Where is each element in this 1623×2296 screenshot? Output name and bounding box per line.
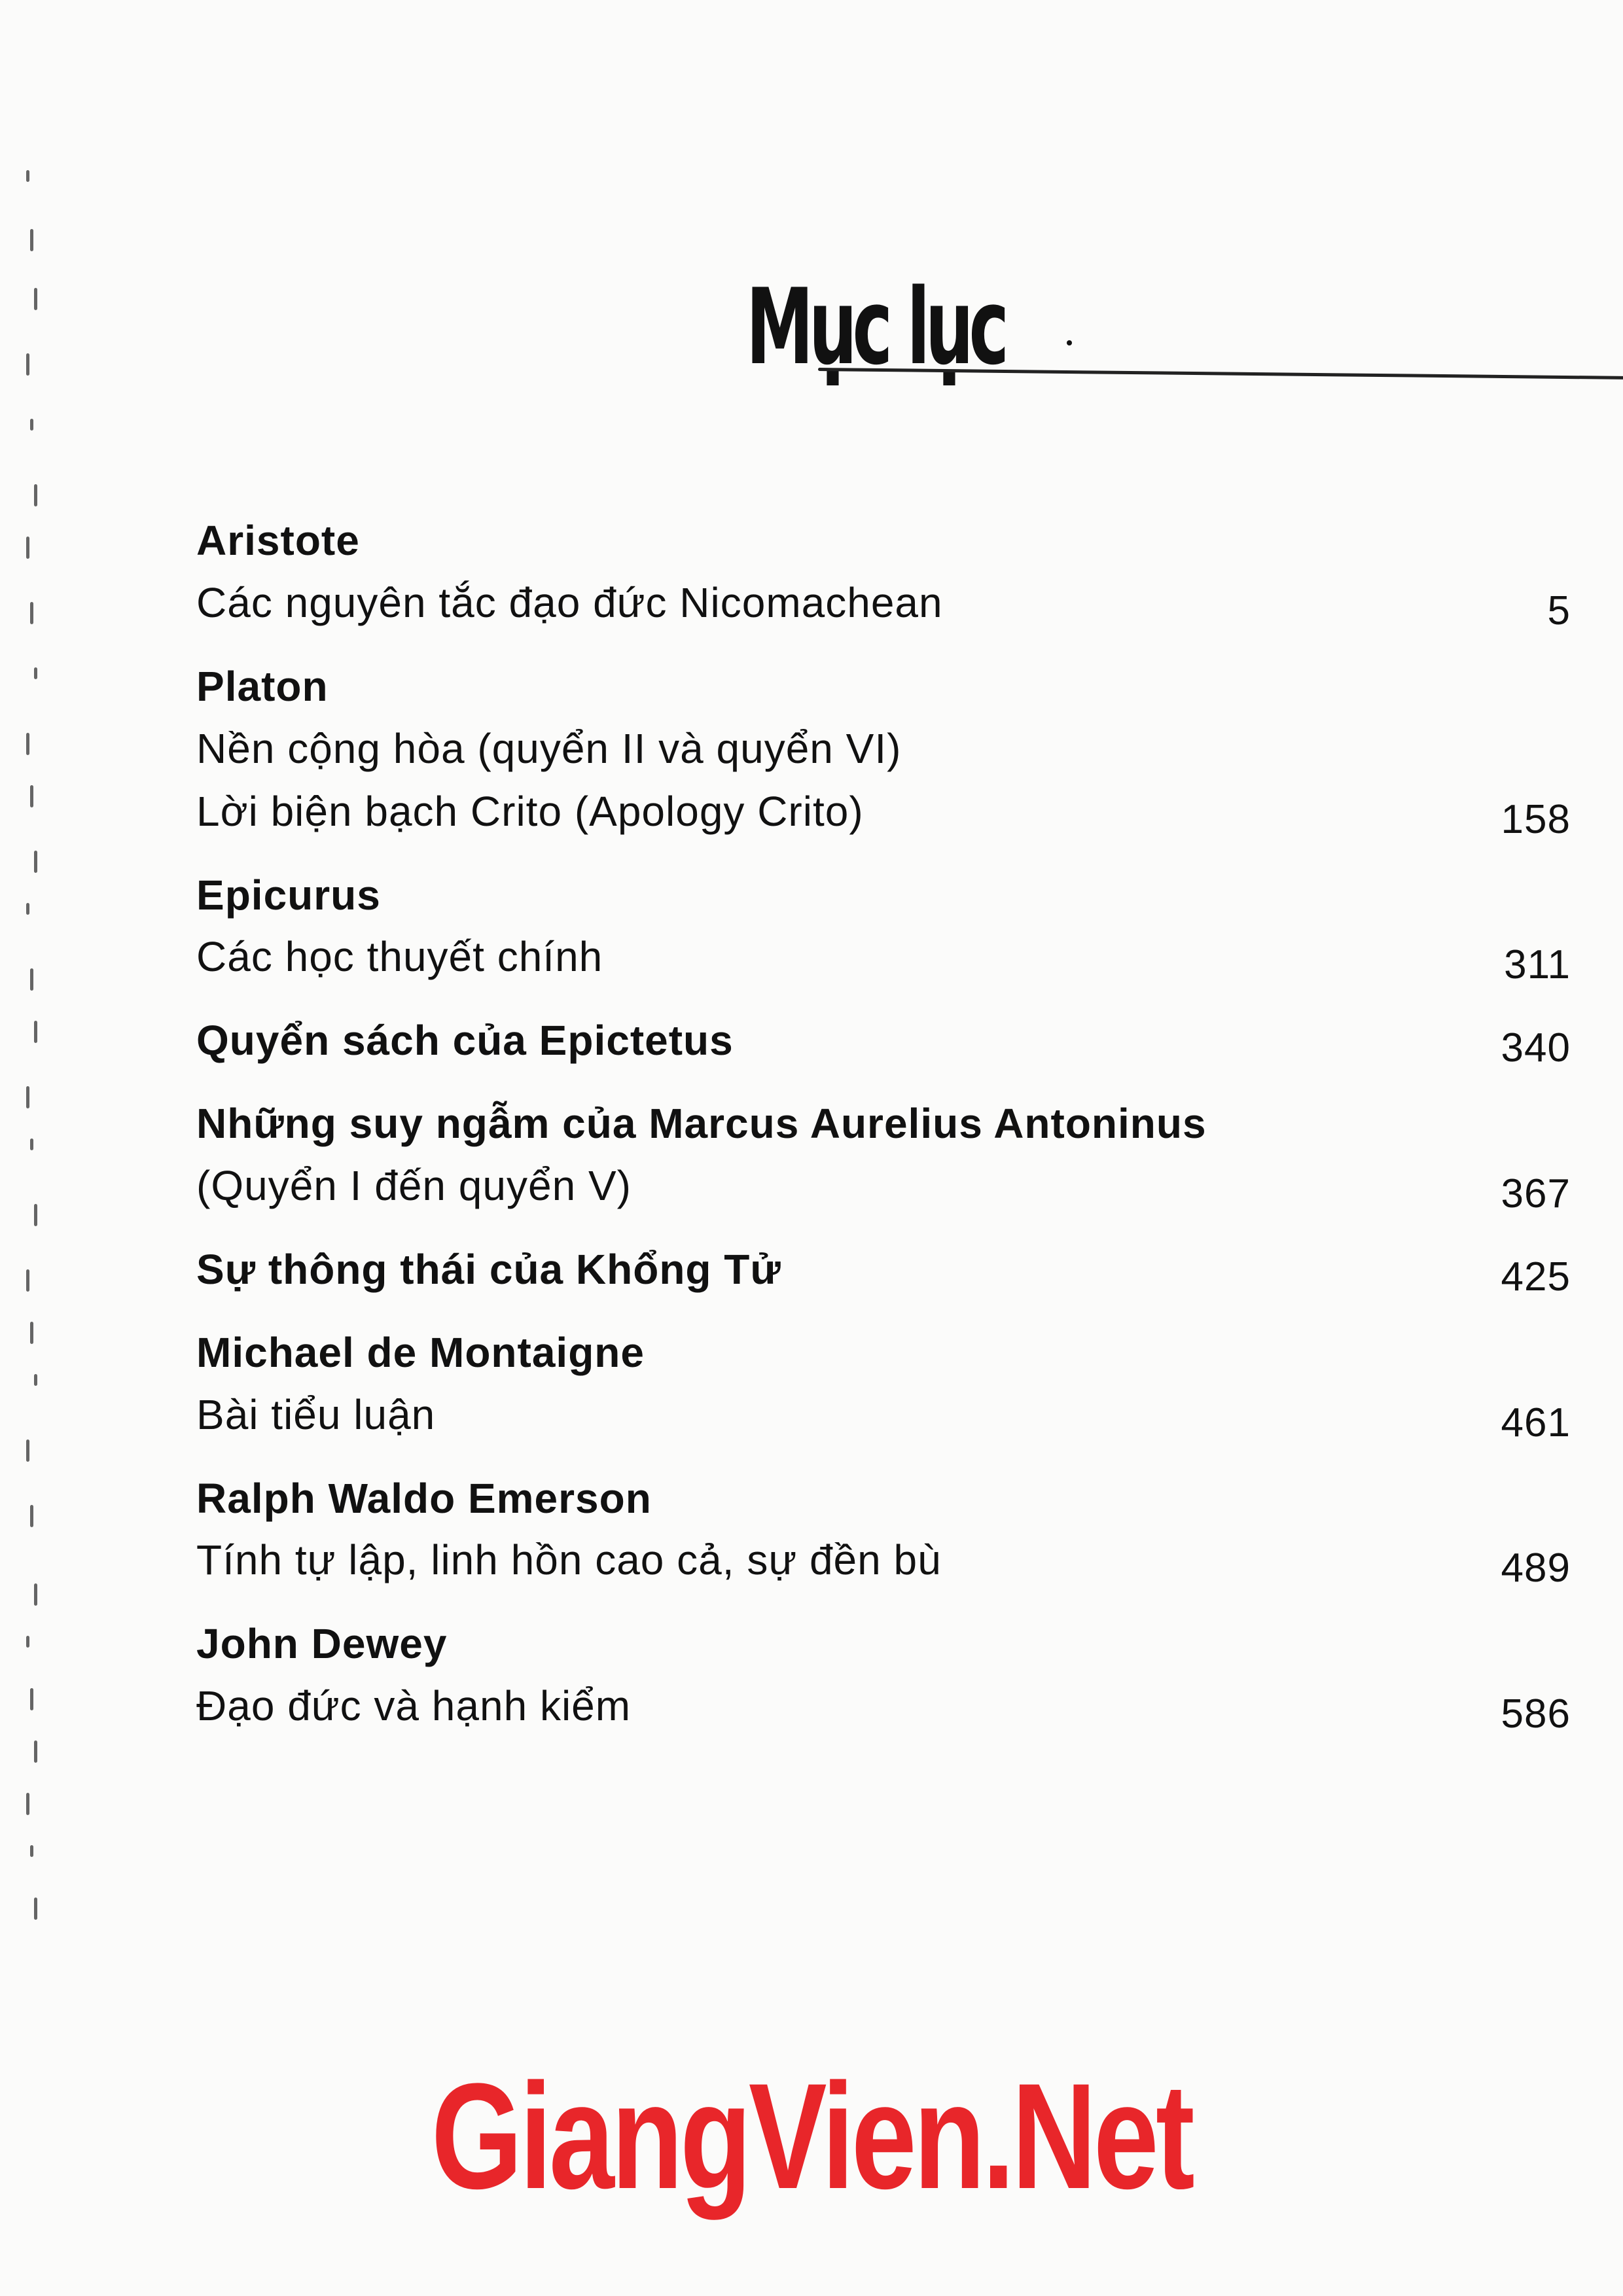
scan-speck [34, 1740, 37, 1763]
scan-speck [34, 1374, 37, 1386]
scan-speck [34, 1021, 37, 1043]
scan-speck [30, 1139, 33, 1150]
toc-entry-page-number: 367 [1501, 1171, 1571, 1216]
toc-entry-page-number: 461 [1501, 1400, 1571, 1445]
toc-entry [196, 1093, 1571, 1217]
scan-speck [34, 288, 37, 310]
scan-speck [34, 484, 37, 506]
toc-entry-title: Bài tiểu luận [196, 1390, 436, 1438]
toc-entry-author: Aristote [196, 517, 360, 564]
toc-entry-author: Michael de Montaigne [196, 1328, 645, 1376]
scan-speck [30, 602, 33, 624]
toc-entry-page-number: 158 [1501, 796, 1571, 842]
scan-speck [26, 353, 29, 376]
toc-entry-author: Epicurus [196, 871, 381, 919]
scan-speck [26, 1269, 29, 1292]
scan-speck [30, 1322, 33, 1344]
toc-entry [196, 510, 1571, 634]
scan-speck [30, 1505, 33, 1527]
scan-speck [26, 903, 29, 915]
scan-speck [34, 667, 37, 679]
watermark: GiangVien.Net [431, 2052, 1192, 2220]
scan-speck [30, 229, 33, 251]
toc-entry-title: Lời biện bạch Crito (Apology Crito) [196, 787, 864, 835]
toc-entry [196, 865, 1571, 989]
toc-entry-author: Quyển sách của Epictetus [196, 1017, 734, 1065]
toc-entry [196, 1468, 1571, 1592]
scan-speck [30, 1688, 33, 1710]
toc-entry-page-number: 425 [1501, 1254, 1571, 1299]
scan-speck [26, 170, 29, 182]
toc-entry-page-number: 586 [1501, 1691, 1571, 1737]
toc-entry-title: Các học thuyết chính [196, 933, 603, 981]
scan-speck [26, 537, 29, 559]
scan-speck [26, 1793, 29, 1815]
toc-entry-page-number: 340 [1501, 1025, 1571, 1071]
scan-speck [26, 1636, 29, 1648]
toc-entry-author: Sự thông thái của Khổng Tử [196, 1245, 781, 1293]
heading-block [746, 262, 1571, 399]
scan-speck [30, 968, 33, 991]
toc-entry [196, 656, 1571, 843]
toc-entry-author: Những suy ngẫm của Marcus Aurelius Antoninus [196, 1100, 1207, 1148]
toc-entry-title: Đạo đức và hạnh kiểm [196, 1682, 632, 1730]
heading-dot [1067, 340, 1072, 345]
toc-entry-page-number: 311 [1504, 942, 1571, 988]
toc-entry [196, 1010, 1571, 1071]
scan-speck [30, 785, 33, 807]
toc-entry-page-number: 5 [1547, 588, 1571, 633]
toc-entry-title: Tính tự lập, linh hồn cao cả, sự đền bù [196, 1536, 942, 1584]
table-of-contents [196, 510, 1571, 1759]
scan-speck [26, 733, 29, 755]
toc-entry [196, 1322, 1571, 1446]
toc-entry-title: Nền cộng hòa (quyển II và quyển VI) [196, 724, 902, 772]
scan-speck [26, 1439, 29, 1462]
scan-speck [34, 1204, 37, 1226]
scan-speck [34, 851, 37, 873]
toc-entry [196, 1614, 1571, 1737]
scan-speck [34, 1898, 37, 1920]
toc-entry-title: Các nguyên tắc đạo đức Nicomachean [196, 578, 943, 626]
toc-entry-author: Platon [196, 662, 329, 710]
scan-speck [30, 419, 33, 431]
binding-edge [26, 157, 72, 2055]
scan-speck [26, 1086, 29, 1108]
toc-entry [196, 1239, 1571, 1300]
toc-entry-author: John Dewey [196, 1620, 448, 1668]
scan-speck [34, 1583, 37, 1606]
page-title: Mục lục [746, 266, 1005, 388]
toc-entry-title: (Quyển I đến quyển V) [196, 1161, 632, 1209]
toc-entry-author: Ralph Waldo Emerson [196, 1474, 652, 1522]
scan-speck [30, 1845, 33, 1857]
toc-entry-page-number: 489 [1501, 1545, 1571, 1591]
